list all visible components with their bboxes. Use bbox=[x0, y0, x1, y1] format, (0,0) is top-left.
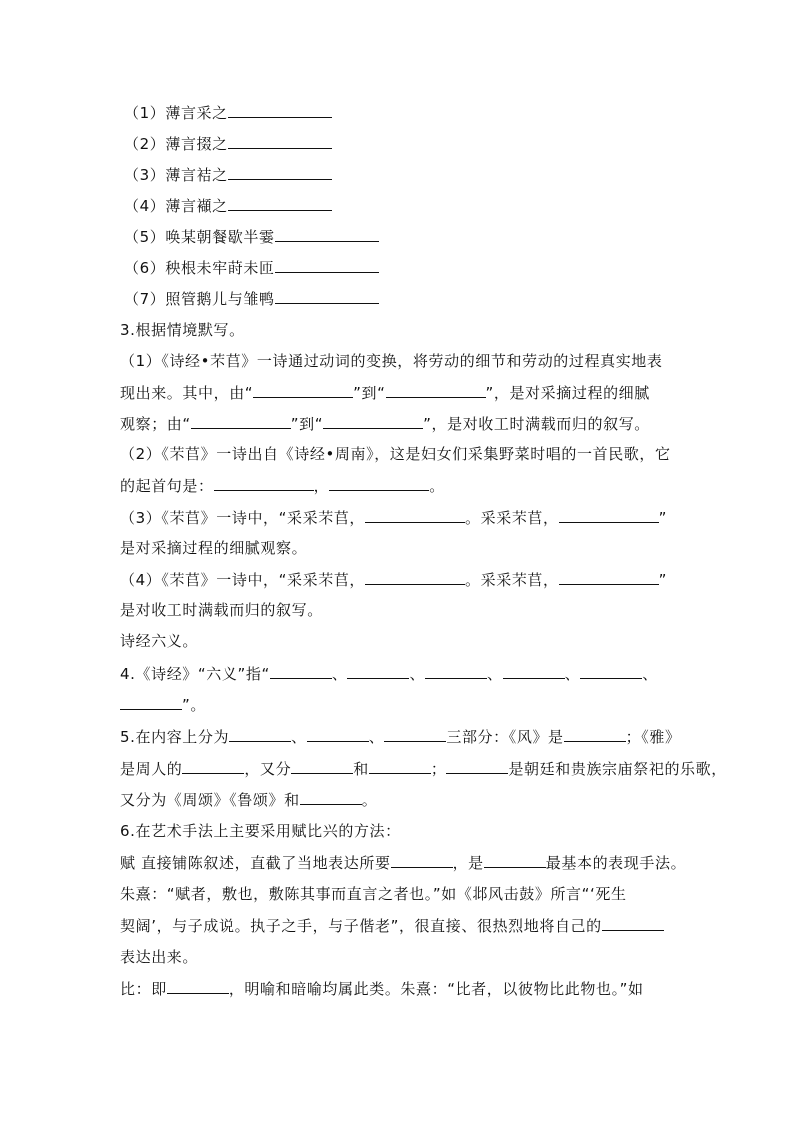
q3-p1-line-c bbox=[120, 413, 650, 434]
q3-p2-line-a: （2）《芣苢》一诗出自《诗经•周南》，这是妇女们采集野菜时唱的一首民歌，它 bbox=[120, 445, 671, 463]
answer-blank[interactable] bbox=[291, 758, 353, 774]
answer-blank[interactable] bbox=[602, 915, 664, 931]
answer-blank[interactable] bbox=[484, 852, 546, 868]
question-5-line-a bbox=[120, 726, 681, 747]
fill-item-3 bbox=[124, 164, 332, 185]
answer-blank[interactable] bbox=[329, 475, 429, 491]
answer-blank[interactable] bbox=[446, 758, 508, 774]
fill-item-2 bbox=[124, 133, 332, 154]
text: 和 bbox=[353, 760, 369, 778]
text: 观察；由“ bbox=[120, 415, 191, 433]
q3-p4-line-a bbox=[120, 569, 667, 590]
item-text: （6）秧根未牢莳未匝 bbox=[124, 259, 275, 277]
text: 。采采芣苢， bbox=[465, 571, 559, 589]
question-6-line-1 bbox=[120, 852, 686, 873]
section-heading: 诗经六义。 bbox=[120, 632, 199, 650]
answer-blank[interactable] bbox=[270, 663, 332, 679]
text: （4）《芣苢》一诗中，“采采芣苢， bbox=[120, 571, 366, 589]
text: 现出来。其中，由“ bbox=[120, 384, 254, 402]
text: 、 bbox=[642, 665, 658, 683]
text: 、 bbox=[291, 728, 307, 746]
answer-blank[interactable] bbox=[559, 507, 659, 523]
item-text: （5）唤某朝餐歇半霎 bbox=[124, 228, 275, 246]
text: ；《雅》 bbox=[625, 728, 681, 746]
text: 三部分：《风》是 bbox=[446, 728, 564, 746]
answer-blank[interactable] bbox=[228, 164, 332, 180]
answer-blank[interactable] bbox=[365, 569, 465, 585]
answer-blank[interactable] bbox=[228, 195, 332, 211]
answer-blank[interactable] bbox=[503, 663, 565, 679]
q3-p1-line-a: （1）《诗经•芣苢》一诗通过动词的变换，将劳动的细节和劳动的过程真实地表 bbox=[120, 352, 663, 370]
text: （3）《芣苢》一诗中，“采采芣苢， bbox=[120, 509, 366, 527]
item-text: （3）薄言袺之 bbox=[124, 166, 228, 184]
answer-blank[interactable] bbox=[300, 789, 362, 805]
text: 。采采芣苢， bbox=[465, 509, 559, 527]
text: 。 bbox=[361, 791, 378, 809]
answer-blank[interactable] bbox=[386, 382, 486, 398]
question-6-title: 6.在艺术手法上主要采用赋比兴的方法： bbox=[120, 822, 401, 840]
text: ”到“ bbox=[290, 415, 324, 433]
text: 的起首句是： bbox=[120, 477, 214, 495]
item-text: （4）薄言襭之 bbox=[124, 197, 228, 215]
text: ”，是对采摘过程的细腻 bbox=[485, 384, 650, 402]
answer-blank[interactable] bbox=[275, 288, 379, 304]
item-text: （2）薄言掇之 bbox=[124, 135, 228, 153]
answer-blank[interactable] bbox=[228, 102, 332, 118]
text: 是朝廷和贵族宗庙祭祀的乐歌， bbox=[508, 760, 727, 778]
answer-blank[interactable] bbox=[229, 726, 291, 742]
fill-item-7 bbox=[124, 288, 379, 309]
question-6-line-5 bbox=[120, 978, 644, 999]
question-6-line-3 bbox=[120, 915, 664, 936]
answer-blank[interactable] bbox=[307, 726, 369, 742]
text: ”，是对收工时满载而归的叙写。 bbox=[423, 415, 650, 433]
fill-item-5 bbox=[124, 226, 379, 247]
fill-item-6 bbox=[124, 257, 379, 278]
answer-blank[interactable] bbox=[559, 569, 659, 585]
text: 、 bbox=[409, 665, 426, 683]
answer-blank[interactable] bbox=[580, 663, 642, 679]
answer-blank[interactable] bbox=[425, 663, 487, 679]
question-5-line-c bbox=[120, 789, 377, 810]
answer-blank[interactable] bbox=[167, 978, 229, 994]
answer-blank[interactable] bbox=[275, 226, 379, 242]
fill-item-4 bbox=[124, 195, 332, 216]
answer-blank[interactable] bbox=[191, 413, 291, 429]
text: 、 bbox=[487, 665, 503, 683]
question-5-line-b bbox=[120, 758, 727, 779]
item-text: （7）照管鹅儿与雏鸭 bbox=[124, 290, 275, 308]
question-4-line-b bbox=[120, 694, 206, 715]
text: ” bbox=[658, 509, 668, 527]
q3-p3-line-b: 是对采摘过程的细腻观察。 bbox=[120, 539, 308, 557]
text: 赋 直接铺陈叙述，直截了当地表达所要 bbox=[120, 854, 391, 872]
text: ， bbox=[313, 477, 330, 495]
question-4-line-a bbox=[120, 663, 658, 684]
q3-p4-line-b: 是对收工时满载而归的叙写。 bbox=[120, 601, 323, 619]
answer-blank[interactable] bbox=[323, 413, 423, 429]
text: ”到“ bbox=[353, 384, 386, 402]
answer-blank[interactable] bbox=[347, 663, 409, 679]
q3-p1-line-b bbox=[120, 382, 650, 403]
answer-blank[interactable] bbox=[228, 133, 332, 149]
text: 、 bbox=[331, 665, 348, 683]
text: 最基本的表现手法。 bbox=[545, 854, 687, 872]
text: 4.《诗经》“六义”指“ bbox=[120, 665, 270, 683]
answer-blank[interactable] bbox=[253, 382, 353, 398]
answer-blank[interactable] bbox=[182, 758, 244, 774]
answer-blank[interactable] bbox=[120, 694, 182, 710]
answer-blank[interactable] bbox=[365, 507, 465, 523]
text: 又分为《周颂》《鲁颂》和 bbox=[120, 791, 300, 809]
question-6-line-4: 表达出来。 bbox=[120, 948, 199, 966]
text: 、 bbox=[368, 728, 385, 746]
question-3-title: 3.根据情境默写。 bbox=[120, 321, 245, 339]
text: 比：即 bbox=[120, 980, 167, 998]
answer-blank[interactable] bbox=[564, 726, 626, 742]
question-6-line-2: 朱熹：“赋者，敷也，敷陈其事而直言之者也。”如《邶风击鼓》所言“‘死生 bbox=[120, 885, 627, 903]
fill-item-1 bbox=[124, 102, 332, 123]
text: 契阔’，与子成说。执子之手，与子偕老”，很直接、很热烈地将自己的 bbox=[120, 917, 602, 935]
answer-blank[interactable] bbox=[275, 257, 379, 273]
q3-p2-line-b bbox=[120, 475, 445, 496]
text: ，明喻和暗喻均属此类。朱熹：“比者，以彼物比此物也。”如 bbox=[228, 980, 644, 998]
item-text: （1）薄言采之 bbox=[124, 104, 228, 122]
text: 5.在内容上分为 bbox=[120, 728, 230, 746]
answer-blank[interactable] bbox=[369, 758, 431, 774]
q3-p3-line-a bbox=[120, 507, 667, 528]
answer-blank[interactable] bbox=[384, 726, 446, 742]
answer-blank[interactable] bbox=[214, 475, 314, 491]
text: ，是 bbox=[452, 854, 484, 872]
answer-blank[interactable] bbox=[391, 852, 453, 868]
text: ”。 bbox=[182, 696, 206, 714]
text: 是周人的 bbox=[120, 760, 183, 778]
text: 。 bbox=[429, 477, 445, 495]
text: 、 bbox=[564, 665, 581, 683]
text: ” bbox=[658, 571, 668, 589]
text: ； bbox=[430, 760, 447, 778]
text: ，又分 bbox=[244, 760, 292, 778]
